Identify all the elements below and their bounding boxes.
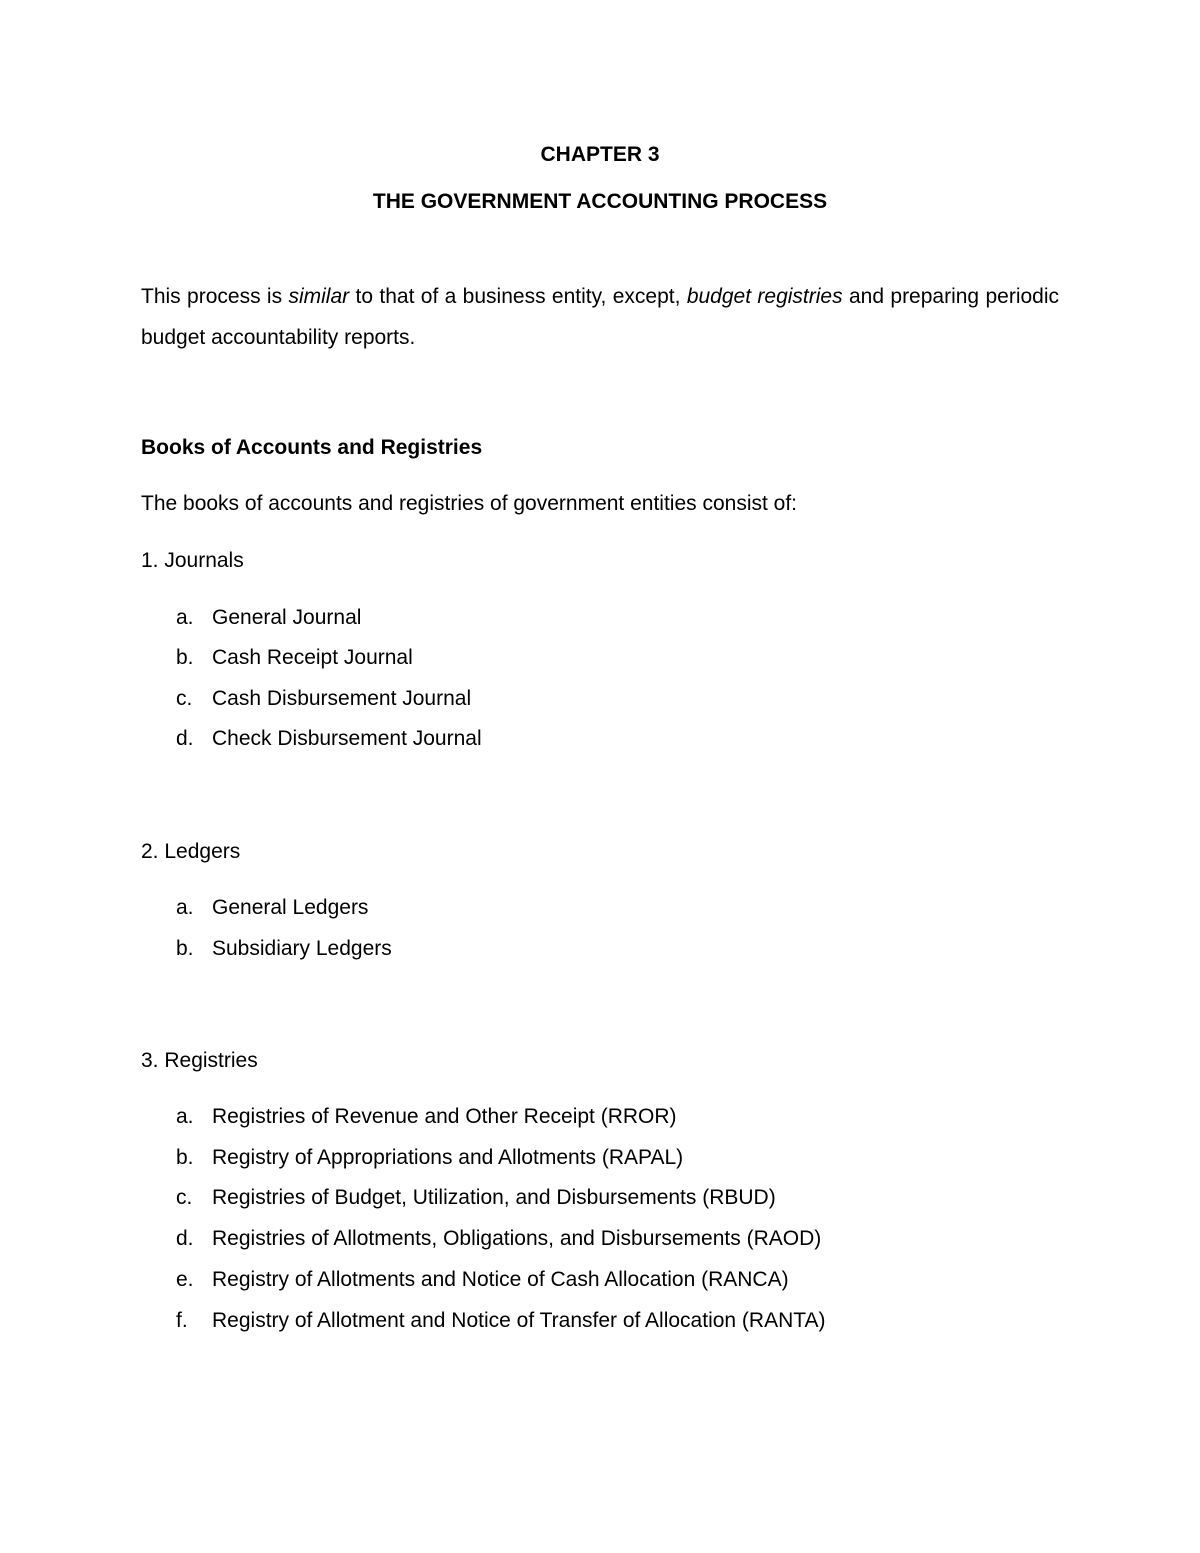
list-item: Subsidiary Ledgers [212, 937, 392, 960]
list-item: Registry of Allotments and Notice of Cash Allocation (RANCA) [212, 1268, 789, 1291]
list-item-letter: e. [176, 1268, 194, 1291]
list-item-letter: b. [176, 937, 194, 960]
section-lead: The books of accounts and registries of government entities consist of: [141, 492, 798, 515]
list-item-letter: d. [176, 727, 194, 750]
intro-text-3: and preparing periodic budget accountability reports. [141, 285, 1060, 349]
list-item: Registries of Revenue and Other Receipt (RROR) [212, 1105, 677, 1128]
intro-italic-budget-registries: budget registries [686, 285, 843, 308]
group-title-journals: 1. Journals [141, 549, 244, 572]
list-item: Cash Disbursement Journal [212, 687, 472, 710]
group-title-registries: 3. Registries [141, 1049, 258, 1072]
list-item: Registry of Appropriations and Allotments (RAPAL) [212, 1146, 684, 1169]
list-item: General Ledgers [212, 896, 369, 919]
section-heading: Books of Accounts and Registries [141, 436, 483, 459]
list-item-letter: a. [176, 1105, 194, 1128]
list-item-letter: a. [176, 896, 194, 919]
list-item-letter: b. [176, 646, 194, 669]
list-item: Registries of Budget, Utilization, and Disbursements (RBUD) [212, 1186, 776, 1209]
group-title-ledgers: 2. Ledgers [141, 840, 241, 863]
intro-paragraph [141, 276, 1059, 358]
list-item: Registries of Allotments, Obligations, and Disbursements (RAOD) [212, 1227, 822, 1250]
chapter-title: THE GOVERNMENT ACCOUNTING PROCESS [372, 190, 828, 213]
intro-italic-similar: similar [288, 285, 350, 308]
list-item: Cash Receipt Journal [212, 646, 413, 669]
chapter-number: CHAPTER 3 [540, 143, 660, 166]
list-item-letter: c. [176, 1186, 193, 1209]
list-item-letter: f. [176, 1309, 188, 1332]
list-item-letter: a. [176, 606, 194, 629]
intro-text-1: This process is [141, 285, 289, 308]
list-item: Check Disbursement Journal [212, 727, 482, 750]
intro-text-2: to that of a business entity, except, [349, 285, 687, 308]
list-item-letter: d. [176, 1227, 194, 1250]
list-item-letter: b. [176, 1146, 194, 1169]
list-item-letter: c. [176, 687, 193, 710]
list-item: General Journal [212, 606, 362, 629]
list-item: Registry of Allotment and Notice of Transfer of Allocation (RANTA) [212, 1309, 826, 1332]
